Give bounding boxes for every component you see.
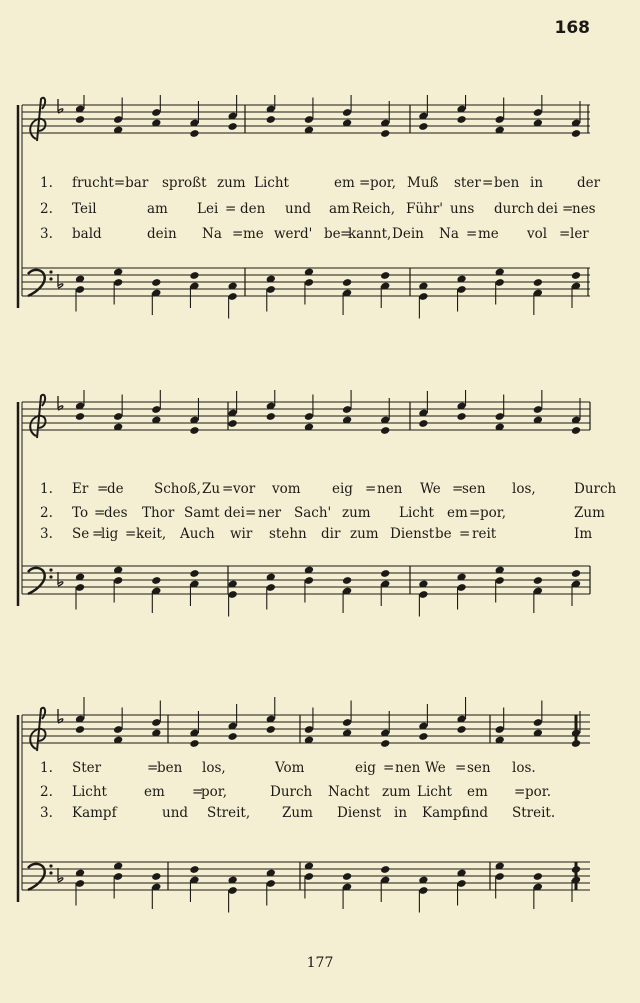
lyric-syllable: am <box>147 201 168 217</box>
note-head <box>342 872 352 881</box>
staff-notation <box>0 680 640 925</box>
verse-number: 3. <box>40 805 53 821</box>
lyric-syllable: Schoß, <box>154 481 201 497</box>
note-head <box>418 732 428 741</box>
lyric-syllable: Zum <box>574 505 605 521</box>
flat-icon <box>58 572 63 586</box>
lyric-syllable: por. <box>525 784 552 800</box>
note-head <box>266 412 276 421</box>
lyric-syllable: durch <box>494 201 535 217</box>
note-head <box>342 278 352 287</box>
note-head <box>189 271 199 280</box>
lyric-syllable: zum <box>382 784 411 800</box>
lyric-syllable: sen <box>467 760 491 776</box>
lyric-syllable: Nacht <box>328 784 370 800</box>
note-head <box>571 271 581 280</box>
lyric-syllable: wir <box>230 526 253 542</box>
page-number: 177 <box>306 955 334 971</box>
note-head <box>266 115 276 124</box>
lyric-syllable: Na <box>202 226 222 242</box>
note-head <box>75 412 85 421</box>
note-head <box>151 278 161 287</box>
lyric-syllable: stehn <box>269 526 307 542</box>
lyric-syllable: em <box>334 175 355 191</box>
note-head <box>380 271 390 280</box>
lyric-syllable: Licht <box>72 784 107 800</box>
lyric-syllable: Führ' <box>406 201 443 217</box>
lyric-syllable: = <box>222 481 234 497</box>
lyric-syllable: in <box>530 175 544 191</box>
lyric-syllable: Se <box>72 526 90 542</box>
lyric-syllable: sproßt <box>162 175 207 191</box>
lyric-syllable: Zum <box>282 805 313 821</box>
bass-clef-dot <box>49 277 52 280</box>
flat-icon <box>58 868 63 882</box>
lyric-syllable: = <box>97 481 109 497</box>
lyric-syllable: dir <box>321 526 341 542</box>
hymn-number: 168 <box>554 18 590 38</box>
verse-number: 2. <box>40 505 53 521</box>
lyric-syllable: por, <box>370 175 397 191</box>
lyric-syllable: lig <box>101 526 119 542</box>
lyric-syllable: Sach' <box>294 505 332 521</box>
note-head <box>571 865 581 874</box>
lyric-syllable: nen <box>377 481 403 497</box>
lyric-syllable: ner <box>258 505 282 521</box>
note-head <box>456 115 466 124</box>
lyric-syllable: Thor <box>142 505 175 521</box>
note-head <box>533 278 543 287</box>
lyric-syllable: los, <box>512 481 536 497</box>
bass-clef-dot <box>49 864 52 867</box>
lyric-syllable: = <box>514 784 526 800</box>
note-head <box>189 129 199 138</box>
lyric-syllable: dei <box>537 201 558 217</box>
lyric-syllable: = <box>245 505 257 521</box>
lyric-syllable: = <box>192 784 204 800</box>
lyric-syllable: des <box>104 505 128 521</box>
lyric-syllable: por, <box>201 784 228 800</box>
lyric-syllable: kannt, <box>348 226 392 242</box>
lyric-syllable: los, <box>202 760 226 776</box>
note-head <box>342 576 352 585</box>
lyric-syllable: = <box>482 175 494 191</box>
lyric-syllable: zum <box>217 175 246 191</box>
lyric-syllable: = <box>92 526 104 542</box>
bass-clef-icon <box>28 864 45 890</box>
note-head <box>533 576 543 585</box>
lyric-syllable: und <box>285 201 312 217</box>
lyric-syllable: de <box>107 481 124 497</box>
note-head <box>380 129 390 138</box>
lyric-syllable: Dienst <box>390 526 435 542</box>
note-head <box>380 426 390 435</box>
lyric-syllable: Muß <box>407 175 439 191</box>
note-head <box>380 739 390 748</box>
lyric-syllable: der <box>577 175 601 191</box>
bass-clef-icon <box>28 568 45 594</box>
flat-icon <box>58 99 63 113</box>
flat-icon <box>58 274 63 288</box>
lyric-syllable: nen <box>395 760 421 776</box>
note-head <box>75 725 85 734</box>
lyric-syllable: Licht <box>399 505 434 521</box>
note-head <box>571 129 581 138</box>
lyric-syllable: den <box>240 201 266 217</box>
note-head <box>571 569 581 578</box>
music-system-3 <box>0 680 640 925</box>
lyric-syllable: = <box>383 760 395 776</box>
verse-number: 1. <box>40 760 53 776</box>
flat-icon <box>58 396 63 410</box>
lyric-syllable: = <box>455 760 467 776</box>
verse-number: 2. <box>40 201 53 217</box>
note-head <box>571 426 581 435</box>
lyric-syllable: em <box>447 505 468 521</box>
lyric-syllable: We <box>420 481 441 497</box>
music-system-2 <box>0 390 640 630</box>
lyric-syllable: = <box>365 481 377 497</box>
bass-clef-icon <box>28 270 45 296</box>
note-head <box>266 725 276 734</box>
bass-clef-dot <box>49 568 52 571</box>
lyric-syllable: werd' <box>274 226 313 242</box>
lyric-syllable: vol <box>527 226 548 242</box>
lyric-syllable: Lei <box>197 201 219 217</box>
lyric-syllable: To <box>72 505 89 521</box>
lyric-syllable: = <box>340 226 352 242</box>
lyric-syllable: Zu <box>202 481 221 497</box>
lyric-syllable: ben <box>157 760 183 776</box>
note-head <box>151 576 161 585</box>
bass-clef-dot <box>49 575 52 578</box>
verse-number: 3. <box>40 526 53 542</box>
lyric-syllable: me <box>478 226 499 242</box>
lyric-syllable: = <box>225 201 237 217</box>
lyric-syllable: Auch <box>180 526 215 542</box>
bass-clef-dot <box>49 270 52 273</box>
lyric-syllable: por, <box>480 505 507 521</box>
lyric-syllable: am <box>329 201 350 217</box>
lyric-syllable: Samt <box>184 505 220 521</box>
lyric-syllable: Er <box>72 481 89 497</box>
lyric-syllable: Reich, <box>352 201 396 217</box>
lyric-syllable: Teil <box>72 201 97 217</box>
verse-number: 1. <box>40 175 53 191</box>
note-head <box>456 725 466 734</box>
lyric-syllable: = <box>125 526 137 542</box>
lyric-syllable: Licht <box>254 175 289 191</box>
lyric-syllable: sen <box>462 481 486 497</box>
lyric-syllable: Dein <box>392 226 424 242</box>
lyric-syllable: = <box>452 481 464 497</box>
lyric-syllable: reit <box>472 526 497 542</box>
lyric-syllable: be <box>324 226 341 242</box>
lyric-syllable: = <box>469 505 481 521</box>
lyric-syllable: Kampf <box>422 805 467 821</box>
lyric-syllable: Licht <box>417 784 452 800</box>
note-head <box>533 872 543 881</box>
lyric-syllable: uns <box>450 201 475 217</box>
lyric-syllable: me <box>243 226 264 242</box>
lyric-syllable: vor <box>233 481 256 497</box>
note-head <box>75 115 85 124</box>
note-head <box>227 732 237 741</box>
note-head <box>189 739 199 748</box>
lyric-syllable: ler <box>570 226 589 242</box>
lyric-syllable: Streit, <box>207 805 251 821</box>
lyric-syllable: los. <box>512 760 536 776</box>
lyric-syllable: frucht=bar <box>72 175 149 191</box>
lyric-syllable: eig <box>355 760 376 776</box>
bass-clef-dot <box>49 871 52 874</box>
note-head <box>189 426 199 435</box>
lyric-syllable: = <box>232 226 244 242</box>
note-head <box>571 739 581 748</box>
lyric-syllable: zum <box>342 505 371 521</box>
lyric-syllable: = <box>562 201 574 217</box>
note-head <box>227 122 237 131</box>
lyric-syllable: dei <box>224 505 245 521</box>
note-head <box>189 569 199 578</box>
verse-number: 1. <box>40 481 53 497</box>
lyric-syllable: Durch <box>270 784 313 800</box>
lyric-syllable: bald <box>72 226 102 242</box>
lyric-syllable: = <box>94 505 106 521</box>
lyric-syllable: = <box>559 226 571 242</box>
lyric-syllable: und <box>162 805 189 821</box>
lyric-syllable: = <box>459 526 471 542</box>
lyric-syllable: Dienst <box>337 805 382 821</box>
note-head <box>456 412 466 421</box>
lyric-syllable: ben <box>494 175 520 191</box>
note-head <box>418 122 428 131</box>
flat-icon <box>58 709 63 723</box>
lyric-syllable: nes <box>572 201 596 217</box>
lyric-syllable: zum <box>350 526 379 542</box>
note-head <box>189 865 199 874</box>
lyric-syllable: ster <box>454 175 481 191</box>
lyric-syllable: Streit. <box>512 805 556 821</box>
lyric-syllable: Na <box>439 226 459 242</box>
lyric-syllable: em <box>467 784 488 800</box>
lyric-syllable: keit, <box>136 526 167 542</box>
lyric-syllable: vom <box>272 481 301 497</box>
lyric-syllable: We <box>425 760 446 776</box>
lyric-syllable: Ster <box>72 760 102 776</box>
lyric-syllable: Im <box>574 526 593 542</box>
lyric-syllable: Kampf <box>72 805 117 821</box>
note-head <box>227 419 237 428</box>
lyric-syllable: in <box>394 805 408 821</box>
lyric-syllable: Durch <box>574 481 617 497</box>
lyric-syllable: = <box>359 175 371 191</box>
lyric-syllable: = <box>147 760 159 776</box>
note-head <box>418 419 428 428</box>
note-head <box>380 569 390 578</box>
music-system-1 <box>0 95 640 335</box>
lyric-syllable: Vom <box>275 760 305 776</box>
verse-number: 2. <box>40 784 53 800</box>
lyric-syllable: und <box>462 805 489 821</box>
lyric-syllable: be <box>435 526 452 542</box>
note-head <box>151 872 161 881</box>
lyric-syllable: em <box>144 784 165 800</box>
lyric-syllable: = <box>466 226 478 242</box>
lyric-syllable: dein <box>147 226 177 242</box>
note-head <box>380 865 390 874</box>
lyric-syllable: eig <box>332 481 353 497</box>
verse-number: 3. <box>40 226 53 242</box>
